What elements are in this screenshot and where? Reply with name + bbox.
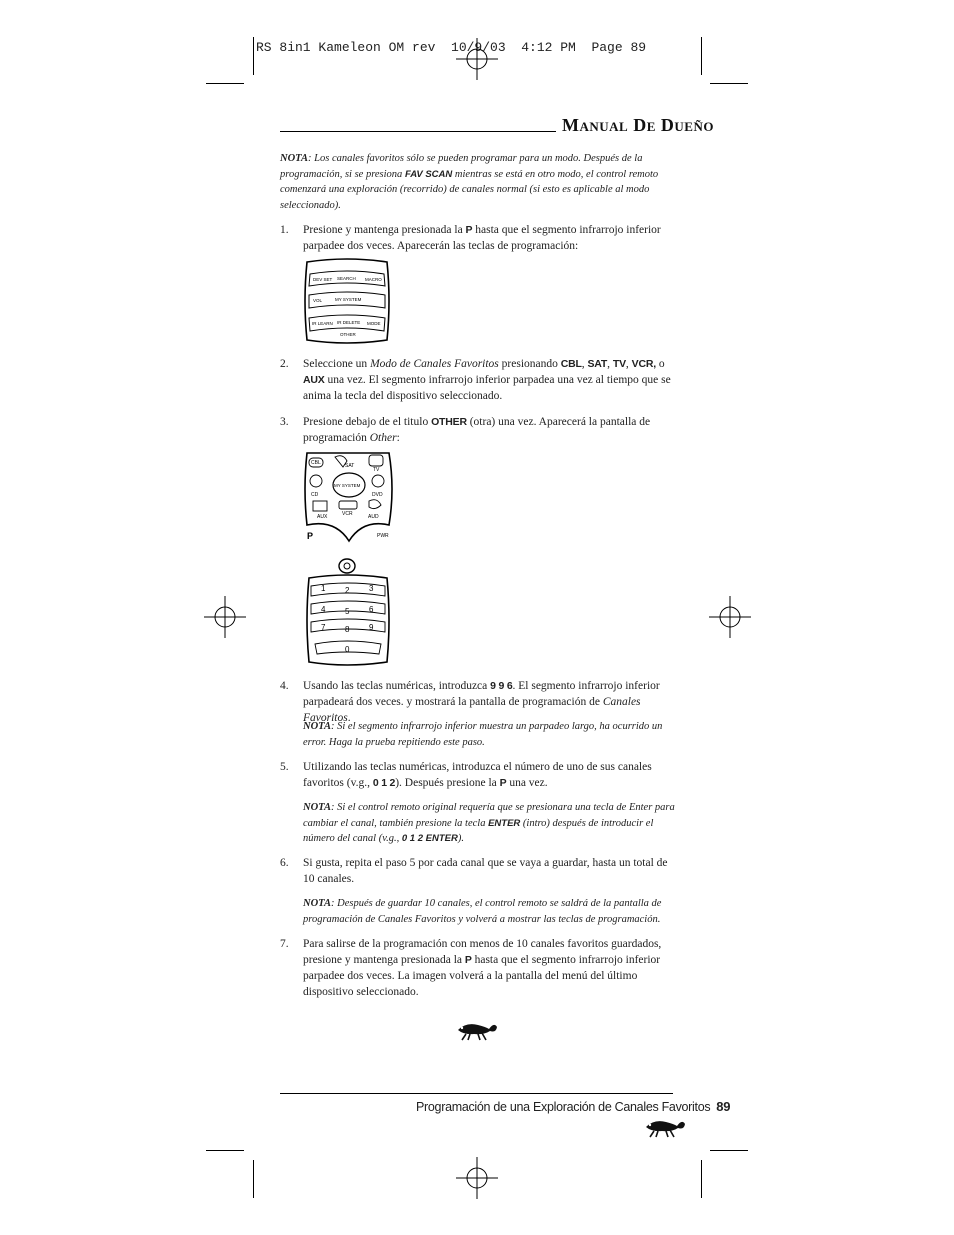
programming-keys-figure <box>303 258 391 344</box>
fig2-label: P <box>307 531 314 541</box>
keypad-key: 4 <box>321 605 326 614</box>
print-slug: RS 8in1 Kameleon OM rev 10/9/03 4:12 PM Page 89 <box>256 40 647 55</box>
keypad-key: 1 <box>321 584 326 593</box>
fig1-label: IR DELETE <box>337 320 361 325</box>
step-1: 1. Presione y mantenga presionada la P hasta que el segmento infrarrojo inferior parpadee dos veces. Aparecerán las teclas de programación: <box>280 224 661 252</box>
fig1-label: MODE <box>367 321 381 326</box>
footer-section-title: Programación de una Exploración de Canales Favoritos <box>416 1100 711 1114</box>
registration-mark-left <box>204 596 246 638</box>
keypad-key: 3 <box>369 584 374 593</box>
keypad-key: 8 <box>345 625 350 634</box>
step-4-note: NOTA: Si el segmento infrarrojo inferior muestra un parpadeo largo, ha ocurrido un error. Haga la prueba repitiendo este paso. <box>303 721 663 748</box>
keypad-key: 2 <box>345 586 350 595</box>
fig2-label: MY SYSTEM <box>334 483 361 488</box>
step-3: 3. Presione debajo de el titulo OTHER (otra) una vez. Aparecerá la pantalla de programación Other: <box>280 416 651 444</box>
registration-mark-right <box>709 596 751 638</box>
registration-mark-bottom <box>456 1157 498 1199</box>
keypad-key: 5 <box>345 607 350 616</box>
fig2-label: SAT <box>345 463 355 469</box>
fig1-label: OTHER <box>340 332 356 337</box>
fig1-label: VOL <box>313 298 323 303</box>
page-title: Manual De Dueño <box>562 115 714 135</box>
footer-chameleon-icon <box>644 1115 686 1139</box>
intro-note: NOTA: Los canales favoritos sólo se pueden programar para un modo. Después de la programación, si se presiona FAV SCAN mientras se está en otro modo, el control remoto comenzará una exploración (recorrido) de canales normal (si esto es aplicable al modo seleccionado). <box>280 153 659 211</box>
title-rule <box>280 131 556 132</box>
fig1-label: MACRO <box>365 277 382 282</box>
fav-scan-key: FAV SCAN <box>404 168 453 180</box>
fig2-label: DVD <box>372 492 383 498</box>
step-5-note: NOTA: Si el control remoto original requería que se presionara una tecla de Enter para cambiar el canal, también presione la tecla ENTER (intro) después de introducir el número del canal (v.g., 0 1 2 ENTER). <box>303 802 675 844</box>
fig1-label: MY SYSTEM <box>335 297 362 302</box>
step-5: 5. Utilizando las teclas numéricas, introduzca el número de uno de sus canales favoritos (v.g., 0 1 2). Después presione la P una vez. <box>280 761 652 789</box>
fig2-label: TV <box>373 467 380 473</box>
keypad-key: 9 <box>369 623 374 632</box>
fig2-label: VCR <box>342 511 353 517</box>
fig2-label: PWR <box>377 533 389 539</box>
fig1-label: DEV SET <box>313 277 333 282</box>
step-6: 6. Si gusta, repita el paso 5 por cada canal que se vaya a guardar, hasta un total de 10 canales. <box>280 857 668 885</box>
page-footer <box>416 1099 730 1114</box>
numeric-keypad-figure <box>303 558 397 668</box>
step-7: 7. Para salirse de la programación con menos de 10 canales favoritos guardados, presione y mantenga presionada la P hasta que el segmento infrarrojo inferior parpadee dos veces. La imagen volverá a la pantalla del menú del último dispositivo seleccionado. <box>280 938 662 998</box>
fig1-label: SEARCH <box>337 276 356 281</box>
fig2-label: CBL <box>311 460 321 466</box>
footer-rule <box>280 1093 673 1094</box>
step-4: 4. Usando las teclas numéricas, introduzca 9 9 6. El segmento infrarrojo inferior parpadeará dos veces. y mostrará la pantalla de programación de Canales Favoritos. <box>280 680 660 724</box>
keypad-key: 7 <box>321 623 326 632</box>
page-number: 89 <box>716 1099 731 1114</box>
fig2-label: CD <box>311 492 319 498</box>
step-6-note: NOTA: Después de guardar 10 canales, el control remoto se saldrá de la pantalla de programación de Canales Favoritos y volverá a mostrar las teclas de programación. <box>303 898 662 925</box>
step-2: 2. Seleccione un Modo de Canales Favoritos presionando CBL, SAT, TV, VCR, o AUX una vez. El segmento infrarrojo inferior parpadea una vez al tiempo que se anima la tecla del dispositivo seleccionado. <box>280 358 671 402</box>
chameleon-icon <box>456 1018 498 1042</box>
device-keys-figure <box>303 449 397 553</box>
keypad-key: 0 <box>345 645 350 654</box>
registration-mark-top <box>456 38 498 80</box>
note-label: NOTA <box>280 153 309 164</box>
fig2-label: AUX <box>317 514 328 520</box>
fig1-label: IR LEARN <box>312 321 333 326</box>
keypad-key: 6 <box>369 605 374 614</box>
fig2-label: AUD <box>368 514 379 520</box>
